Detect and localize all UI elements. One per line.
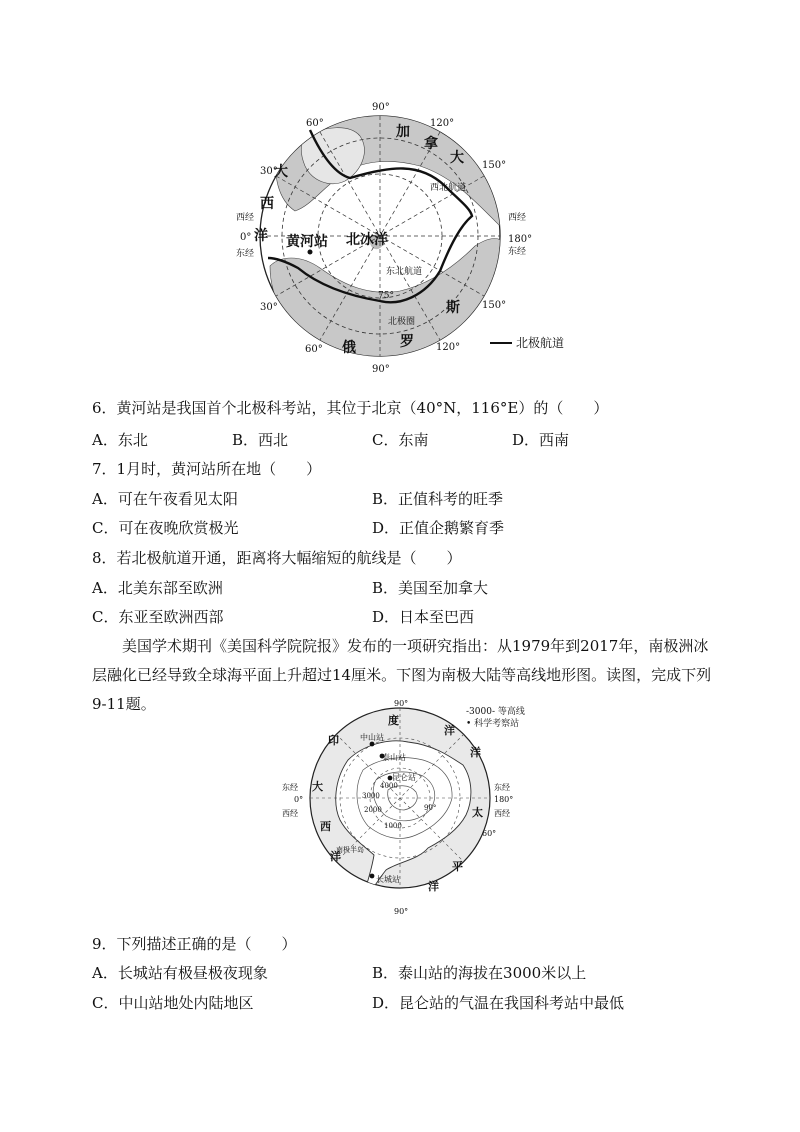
ant-dongjing: 东经 [282,783,298,792]
antarctic-map [268,700,544,918]
lon-150-se: 150° [482,300,507,311]
label-zero-deg: 0° [240,232,252,243]
label-xijing-left: 西经 [236,213,255,223]
huanghe-station-dot [308,250,313,255]
label-dongbei: 东北航道 [386,267,423,277]
q6-option-c[interactable]: C．东南 [372,431,429,449]
lon-60-nw: 60° [306,118,324,129]
zhongshan-station-dot [370,742,375,747]
label-dongjing-right: 东经 [508,247,527,257]
label-yang-w: 洋 [254,228,268,244]
q9-option-d[interactable]: D．昆仑站的气温在我国科考站中最低 [372,994,625,1012]
label-yin: 印 [328,734,339,747]
q9-option-c[interactable]: C．中山站地处内陆地区 [92,994,254,1012]
antarctic-legend [466,706,525,730]
ant-xijing-right: 西经 [494,809,510,818]
ant-lon-90-bottom: 90° [394,907,409,916]
label-xi-w: 西 [260,196,274,212]
legend-route-line [490,342,512,344]
label-taishan: 泰山站 [382,753,406,762]
label-si: 斯 [446,300,460,316]
q8-stem: 8．若北极航道开通，距离将大幅缩短的航线是（ ） [92,549,462,567]
q9-stem: 9．下列描述正确的是（ ） [92,935,297,953]
label-ant-yang-w: 洋 [330,850,341,863]
q6-option-d[interactable]: D．西南 [512,431,570,449]
label-huanghe: 黄河站 [286,234,328,250]
label-beijiquan: 北极圈 [388,317,416,327]
lon-120-ne: 120° [430,118,455,129]
legend-route-label: 北极航道 [516,336,565,350]
label-kunlun: 昆仑站 [392,773,416,782]
label-lat75: 75° [378,291,394,301]
q8-option-c[interactable]: C．东亚至欧洲西部 [92,608,224,626]
label-luo: 罗 [400,334,414,350]
q8-option-d[interactable]: D．日本至巴西 [372,608,475,626]
lon-90-top: 90° [372,102,390,113]
arctic-legend [490,334,564,351]
q9-option-b[interactable]: B．泰山站的海拔在3000米以上 [372,964,587,982]
label-tai-p: 太 [472,806,483,819]
label-ant-da: 大 [312,780,323,793]
q7-option-c[interactable]: C．可在夜晚欣赏极光 [92,519,239,537]
label-xibei: 西北航道 [430,183,467,193]
label-beibingyang: 北冰洋 [346,232,388,248]
label-du: 度 [388,714,399,727]
lon-120-s: 120° [436,342,461,353]
label-xijing-right: 西经 [508,213,527,223]
lon-30-w-high: 30° [260,166,278,177]
q8-option-b[interactable]: B．美国至加拿大 [372,579,489,597]
ant-lon-180: 180° [494,795,514,804]
legend-contour-label: -3000- 等高线 [466,707,525,717]
q6-stem: 6．黄河站是我国首个北极科考站，其位于北京（40°N，116°E）的（ ） [92,399,609,417]
label-nanjiban: 南极半岛 [336,846,364,854]
ant-lon-90-top: 90° [394,699,409,708]
lon-60-sw: 60° [305,344,323,355]
ant-xijing-left: 西经 [282,809,298,818]
q7-option-a[interactable]: A．可在午夜看见太阳 [92,490,238,508]
q9-option-a[interactable]: A．长城站有极昼极夜现象 [92,964,268,982]
ant-lon-60: 60° [482,829,497,838]
legend-station-label: • 科学考察站 [466,719,520,729]
lon-30-w-low: 30° [260,302,278,313]
label-dongjing-left: 东经 [236,249,255,259]
contour-1000: 1000 [384,822,402,830]
label-na: 拿 [424,136,438,152]
label-ping: 平 [452,860,463,873]
contour-4000: 4000 [380,782,398,790]
passage-text: 美国学术期刊《美国科学院院报》发布的一项研究指出：从1979年到2017年，南极洲冰层融化已经导致全球海平面上升超过14厘米。下图为南极大陆等高线地形图。读图，完成下列9-11题。 [92,637,712,713]
ant-lon-90-inner: 90° [424,804,437,812]
ant-lon-0: 0° [294,795,304,804]
ant-dongjing-right: 东经 [494,783,510,792]
label-da: 大 [450,150,464,166]
q7-option-d[interactable]: D．正值企鹅繁育季 [372,519,505,537]
q6-option-a[interactable]: A．东北 [92,431,148,449]
lon-150-e: 150° [482,160,507,171]
contour-3000: 3000 [362,792,380,800]
contour-2000: 2000 [364,806,382,814]
q8-option-a[interactable]: A．北美东部至欧洲 [92,579,223,597]
q6-option-b[interactable]: B．西北 [232,431,289,449]
label-yang-p2: 洋 [428,880,439,893]
label-jia: 加 [396,124,410,140]
label-changcheng: 长城站 [376,875,400,884]
q7-stem: 7．1月时，黄河站所在地（ ） [92,460,322,478]
label-zhongshan: 中山站 [360,733,384,742]
label-ant-xi: 西 [320,820,331,833]
label-yang-ind: 洋 [444,724,455,737]
lon-90-bottom: 90° [372,364,390,375]
q7-option-b[interactable]: B．正值科考的旺季 [372,490,504,508]
label-da-w: 大 [274,164,288,180]
changcheng-station-dot [370,874,375,879]
label-e: 俄 [342,340,356,356]
lon-180-right: 180° [508,234,533,245]
label-yang-p: 洋 [470,746,481,759]
